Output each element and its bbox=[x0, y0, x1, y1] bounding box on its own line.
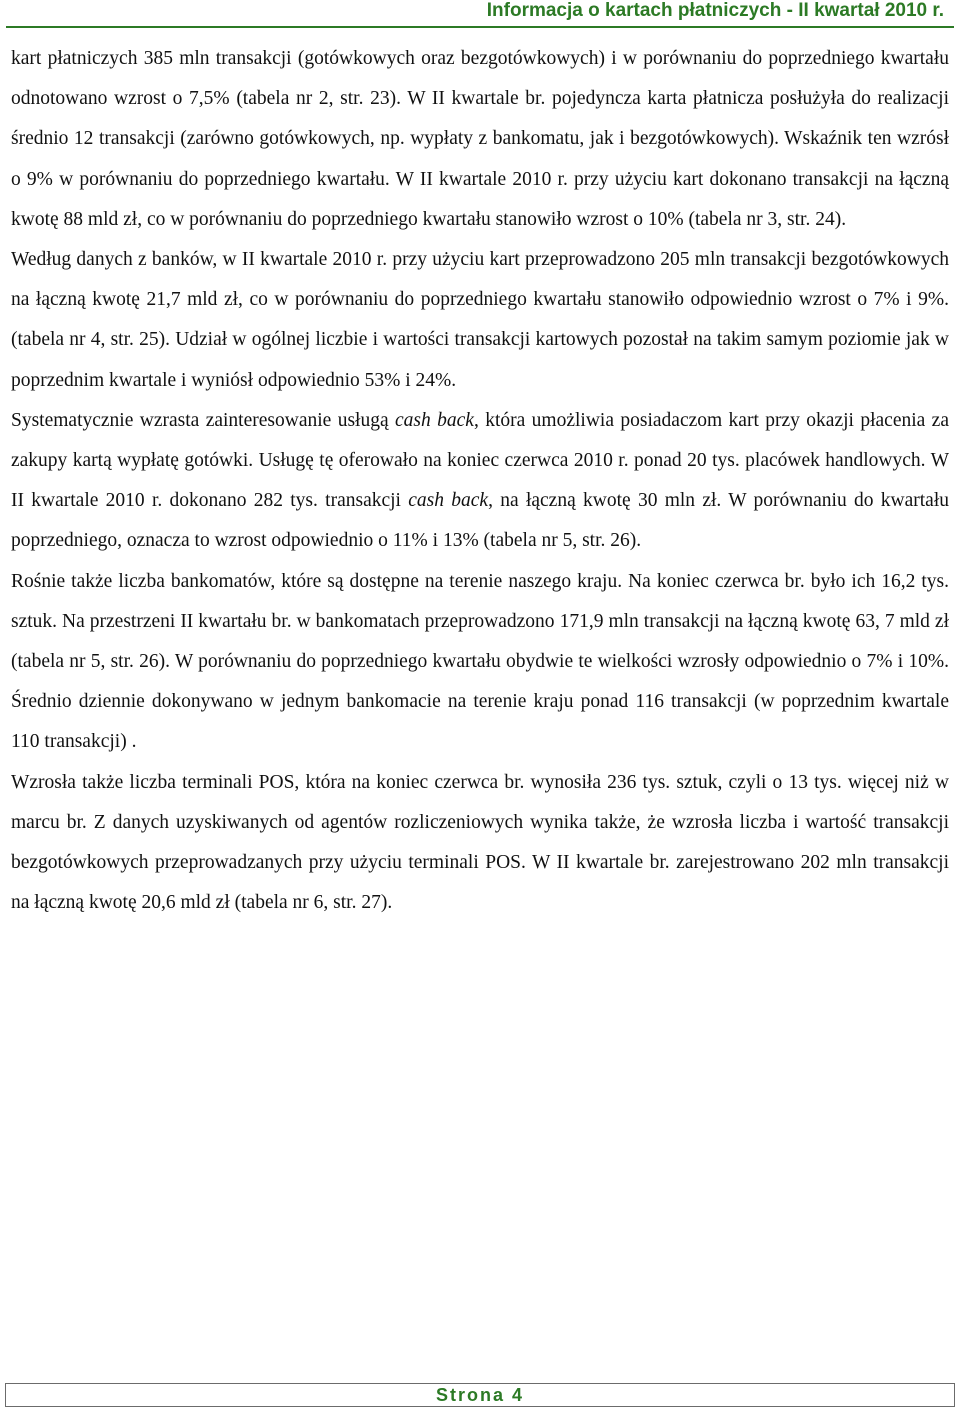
italic-term: cash back bbox=[408, 490, 489, 512]
paragraph-bank-data bbox=[11, 240, 949, 401]
paragraph-text: , która umożliwia posiadaczom kart przy okazji płacenia za zakupy kartą wypłatę gotówki. Usługę tę oferowało na koniec czerwca 2010 r. ponad 20 tys. placówek handlowych. W II kwartale 2010 r. dokonano 282 tys. transakcji bbox=[11, 409, 949, 512]
paragraph-text: , na łączną kwotę 30 mln zł. W porównaniu do kwartału poprzedniego, oznacza to wzrost odpowiednio o 11% i 13% (tabela nr 5, str. 26). bbox=[11, 490, 949, 552]
paragraph-text: Systematycznie wzrasta zainteresowanie usługą bbox=[11, 409, 395, 431]
italic-term: cash back bbox=[395, 409, 474, 431]
paragraph-text: Według danych z banków, w II kwartale 2010 r. przy użyciu kart przeprowadzono 205 mln transakcji bezgotówkowych na łączną kwotę 21,7 mld zł, co w porównaniu do poprzedniego kwartału stanowiło odpowiednio wzrost o 7% i 9%.(tabela nr 4, str. 25). Udział w ogólnej liczbie i wartości transakcji kartowych pozostał na takim samym poziomie jak w poprzednim kwartale i wyniósł odpowiednio 53% i 24%. bbox=[11, 249, 949, 391]
paragraph-atms bbox=[11, 562, 949, 763]
header-divider bbox=[6, 26, 954, 28]
page-header-title: Informacja o kartach płatniczych - II kwartał 2010 r. bbox=[486, 0, 944, 21]
paragraph-card-transactions bbox=[11, 39, 949, 240]
page-number: Strona 4 bbox=[435, 1385, 525, 1405]
paragraph-text: Rośnie także liczba bankomatów, które są dostępne na terenie naszego kraju. Na koniec czerwca br. było ich 16,2 tys. sztuk. Na przestrzeni II kwartału br. w bankomatach przeprowadzono 171,9 mln transakcji na łączną kwotę 63, 7 mld zł (tabela nr 5, str. 26). W porównaniu do poprzedniego kwartału obydwie te wielkości wzrosły odpowiednio o 7% i 10%. Średnio dziennie dokonywano w jednym bankomacie na terenie kraju ponad 116 transakcji (w poprzednim kwartale 110 transakcji) . bbox=[11, 570, 949, 753]
paragraph-pos-terminals bbox=[11, 763, 949, 924]
paragraph-text: Wzrosła także liczba terminali POS, która na koniec czerwca br. wynosiła 236 tys. sztuk, czyli o 13 tys. więcej niż w marcu br. Z danych uzyskiwanych od agentów rozliczeniowych wynika także, że wzrosła liczba i wartość transakcji bezgotówkowych przeprowadzanych przy użyciu terminali POS. W II kwartale br. zarejestrowano 202 mln transakcji na łączną kwotę 20,6 mld zł (tabela nr 6, str. 27). bbox=[11, 771, 949, 914]
document-body bbox=[11, 39, 949, 923]
paragraph-text: kart płatniczych 385 mln transakcji (gotówkowych oraz bezgotówkowych) i w porównaniu do poprzedniego kwartału odnotowano wzrost o 7,5% (tabela nr 2, str. 23). W II kwartale br. pojedyncza karta płatnicza posłużyła do realizacji średnio 12 transakcji (zarówno gotówkowych, np. wypłaty z bankomatu, jak i bezgotówkowych). Wskaźnik ten wzrósł o 9% w porównaniu do poprzedniego kwartału. W II kwartale 2010 r. przy użyciu kart dokonano transakcji na łączną kwotę 88 mld zł, co w porównaniu do poprzedniego kwartału stanowiło wzrost o 10% (tabela nr 3, str. 24). bbox=[11, 48, 949, 230]
paragraph-cash-back bbox=[11, 401, 949, 562]
